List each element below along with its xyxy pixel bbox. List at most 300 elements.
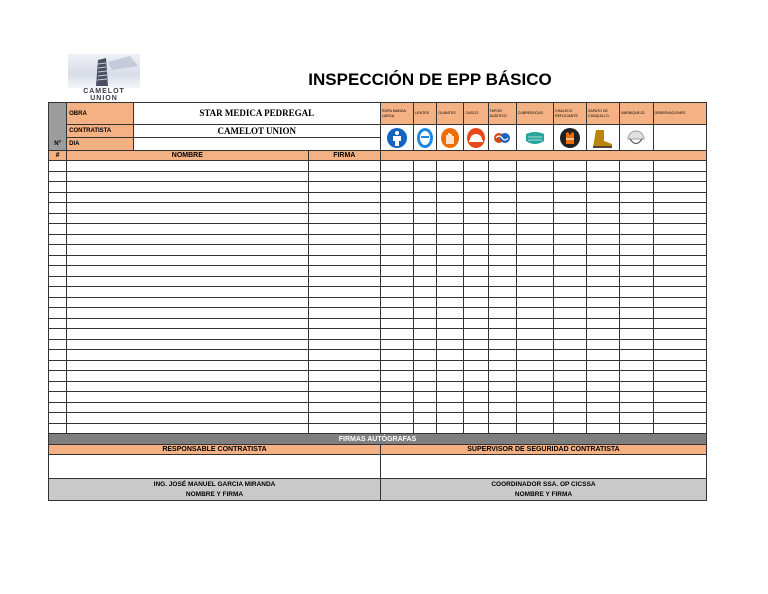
row-ppe-check-cell[interactable] xyxy=(516,192,553,203)
row-ppe-check-cell[interactable] xyxy=(553,297,586,308)
row-ppe-check-cell[interactable] xyxy=(381,360,414,371)
row-name-cell[interactable] xyxy=(67,203,308,214)
row-number-cell[interactable] xyxy=(49,402,67,413)
row-ppe-check-cell[interactable] xyxy=(516,318,553,329)
row-ppe-check-cell[interactable] xyxy=(437,423,464,434)
row-ppe-check-cell[interactable] xyxy=(437,192,464,203)
row-ppe-check-cell[interactable] xyxy=(381,318,414,329)
row-ppe-check-cell[interactable] xyxy=(488,161,516,172)
row-ppe-check-cell[interactable] xyxy=(437,413,464,424)
row-ppe-check-cell[interactable] xyxy=(437,371,464,382)
row-name-cell[interactable] xyxy=(67,371,308,382)
row-ppe-check-cell[interactable] xyxy=(414,203,437,214)
row-ppe-check-cell[interactable] xyxy=(437,339,464,350)
row-ppe-check-cell[interactable] xyxy=(464,360,488,371)
row-number-cell[interactable] xyxy=(49,392,67,403)
row-ppe-check-cell[interactable] xyxy=(516,287,553,298)
row-ppe-check-cell[interactable] xyxy=(516,276,553,287)
row-ppe-check-cell[interactable] xyxy=(488,392,516,403)
row-ppe-check-cell[interactable] xyxy=(488,329,516,340)
row-ppe-check-cell[interactable] xyxy=(620,392,653,403)
row-ppe-check-cell[interactable] xyxy=(488,171,516,182)
row-ppe-check-cell[interactable] xyxy=(620,318,653,329)
row-number-cell[interactable] xyxy=(49,297,67,308)
row-number-cell[interactable] xyxy=(49,287,67,298)
row-ppe-check-cell[interactable] xyxy=(464,371,488,382)
row-ppe-check-cell[interactable] xyxy=(488,266,516,277)
row-ppe-check-cell[interactable] xyxy=(414,318,437,329)
row-name-cell[interactable] xyxy=(67,423,308,434)
row-ppe-check-cell[interactable] xyxy=(437,171,464,182)
row-ppe-check-cell[interactable] xyxy=(464,161,488,172)
row-signature-cell[interactable] xyxy=(308,234,380,245)
row-ppe-check-cell[interactable] xyxy=(488,308,516,319)
row-number-cell[interactable] xyxy=(49,350,67,361)
row-ppe-check-cell[interactable] xyxy=(464,234,488,245)
row-ppe-check-cell[interactable] xyxy=(381,371,414,382)
row-ppe-check-cell[interactable] xyxy=(381,381,414,392)
row-signature-cell[interactable] xyxy=(308,318,380,329)
row-ppe-check-cell[interactable] xyxy=(437,213,464,224)
row-ppe-check-cell[interactable] xyxy=(553,224,586,235)
row-ppe-check-cell[interactable] xyxy=(381,234,414,245)
row-ppe-check-cell[interactable] xyxy=(587,392,620,403)
row-ppe-check-cell[interactable] xyxy=(620,350,653,361)
row-ppe-check-cell[interactable] xyxy=(620,297,653,308)
row-observations-cell[interactable] xyxy=(653,276,706,287)
row-name-cell[interactable] xyxy=(67,234,308,245)
row-ppe-check-cell[interactable] xyxy=(620,423,653,434)
row-ppe-check-cell[interactable] xyxy=(553,245,586,256)
row-ppe-check-cell[interactable] xyxy=(381,224,414,235)
supervisor-signature-space[interactable] xyxy=(381,455,707,479)
row-ppe-check-cell[interactable] xyxy=(437,287,464,298)
row-ppe-check-cell[interactable] xyxy=(553,255,586,266)
row-signature-cell[interactable] xyxy=(308,276,380,287)
row-ppe-check-cell[interactable] xyxy=(414,245,437,256)
row-name-cell[interactable] xyxy=(67,350,308,361)
row-number-cell[interactable] xyxy=(49,171,67,182)
row-signature-cell[interactable] xyxy=(308,423,380,434)
row-ppe-check-cell[interactable] xyxy=(553,360,586,371)
row-name-cell[interactable] xyxy=(67,318,308,329)
row-observations-cell[interactable] xyxy=(653,171,706,182)
row-ppe-check-cell[interactable] xyxy=(620,266,653,277)
row-ppe-check-cell[interactable] xyxy=(553,381,586,392)
row-ppe-check-cell[interactable] xyxy=(464,318,488,329)
row-observations-cell[interactable] xyxy=(653,360,706,371)
row-ppe-check-cell[interactable] xyxy=(516,171,553,182)
dia-value[interactable] xyxy=(133,138,381,151)
row-ppe-check-cell[interactable] xyxy=(414,224,437,235)
row-number-cell[interactable] xyxy=(49,213,67,224)
row-ppe-check-cell[interactable] xyxy=(464,224,488,235)
row-ppe-check-cell[interactable] xyxy=(464,297,488,308)
row-ppe-check-cell[interactable] xyxy=(381,402,414,413)
row-ppe-check-cell[interactable] xyxy=(488,371,516,382)
row-number-cell[interactable] xyxy=(49,381,67,392)
row-ppe-check-cell[interactable] xyxy=(381,413,414,424)
row-name-cell[interactable] xyxy=(67,297,308,308)
row-ppe-check-cell[interactable] xyxy=(381,423,414,434)
row-number-cell[interactable] xyxy=(49,413,67,424)
row-ppe-check-cell[interactable] xyxy=(437,224,464,235)
row-ppe-check-cell[interactable] xyxy=(620,276,653,287)
row-number-cell[interactable] xyxy=(49,245,67,256)
row-ppe-check-cell[interactable] xyxy=(488,245,516,256)
row-signature-cell[interactable] xyxy=(308,161,380,172)
row-ppe-check-cell[interactable] xyxy=(414,276,437,287)
row-signature-cell[interactable] xyxy=(308,182,380,193)
row-observations-cell[interactable] xyxy=(653,224,706,235)
row-number-cell[interactable] xyxy=(49,224,67,235)
row-name-cell[interactable] xyxy=(67,308,308,319)
row-ppe-check-cell[interactable] xyxy=(553,371,586,382)
row-name-cell[interactable] xyxy=(67,392,308,403)
row-ppe-check-cell[interactable] xyxy=(414,392,437,403)
row-ppe-check-cell[interactable] xyxy=(587,308,620,319)
row-observations-cell[interactable] xyxy=(653,381,706,392)
row-signature-cell[interactable] xyxy=(308,266,380,277)
row-ppe-check-cell[interactable] xyxy=(516,182,553,193)
obra-value[interactable]: STAR MEDICA PEDREGAL xyxy=(133,103,381,125)
row-ppe-check-cell[interactable] xyxy=(587,318,620,329)
row-observations-cell[interactable] xyxy=(653,339,706,350)
row-name-cell[interactable] xyxy=(67,413,308,424)
row-ppe-check-cell[interactable] xyxy=(488,413,516,424)
row-signature-cell[interactable] xyxy=(308,329,380,340)
row-ppe-check-cell[interactable] xyxy=(381,287,414,298)
row-observations-cell[interactable] xyxy=(653,392,706,403)
row-ppe-check-cell[interactable] xyxy=(464,402,488,413)
row-ppe-check-cell[interactable] xyxy=(516,413,553,424)
row-ppe-check-cell[interactable] xyxy=(414,255,437,266)
row-ppe-check-cell[interactable] xyxy=(587,413,620,424)
row-ppe-check-cell[interactable] xyxy=(587,161,620,172)
row-ppe-check-cell[interactable] xyxy=(437,381,464,392)
contratista-value[interactable]: CAMELOT UNION xyxy=(133,125,381,138)
row-name-cell[interactable] xyxy=(67,266,308,277)
row-ppe-check-cell[interactable] xyxy=(587,213,620,224)
row-ppe-check-cell[interactable] xyxy=(553,276,586,287)
row-signature-cell[interactable] xyxy=(308,308,380,319)
row-ppe-check-cell[interactable] xyxy=(414,213,437,224)
row-ppe-check-cell[interactable] xyxy=(516,392,553,403)
row-ppe-check-cell[interactable] xyxy=(414,161,437,172)
row-number-cell[interactable] xyxy=(49,360,67,371)
row-ppe-check-cell[interactable] xyxy=(620,171,653,182)
row-ppe-check-cell[interactable] xyxy=(414,371,437,382)
row-ppe-check-cell[interactable] xyxy=(464,182,488,193)
row-observations-cell[interactable] xyxy=(653,402,706,413)
row-number-cell[interactable] xyxy=(49,266,67,277)
row-ppe-check-cell[interactable] xyxy=(488,234,516,245)
row-ppe-check-cell[interactable] xyxy=(464,276,488,287)
row-observations-cell[interactable] xyxy=(653,423,706,434)
row-ppe-check-cell[interactable] xyxy=(381,392,414,403)
row-ppe-check-cell[interactable] xyxy=(516,266,553,277)
row-ppe-check-cell[interactable] xyxy=(464,350,488,361)
row-ppe-check-cell[interactable] xyxy=(414,287,437,298)
row-observations-cell[interactable] xyxy=(653,161,706,172)
row-ppe-check-cell[interactable] xyxy=(587,276,620,287)
row-ppe-check-cell[interactable] xyxy=(488,360,516,371)
row-ppe-check-cell[interactable] xyxy=(620,287,653,298)
row-signature-cell[interactable] xyxy=(308,213,380,224)
row-ppe-check-cell[interactable] xyxy=(620,203,653,214)
row-number-cell[interactable] xyxy=(49,423,67,434)
row-ppe-check-cell[interactable] xyxy=(553,423,586,434)
row-ppe-check-cell[interactable] xyxy=(381,203,414,214)
row-observations-cell[interactable] xyxy=(653,413,706,424)
row-ppe-check-cell[interactable] xyxy=(437,203,464,214)
row-number-cell[interactable] xyxy=(49,276,67,287)
row-ppe-check-cell[interactable] xyxy=(587,402,620,413)
row-ppe-check-cell[interactable] xyxy=(464,381,488,392)
row-ppe-check-cell[interactable] xyxy=(381,213,414,224)
row-ppe-check-cell[interactable] xyxy=(620,234,653,245)
row-ppe-check-cell[interactable] xyxy=(488,182,516,193)
row-ppe-check-cell[interactable] xyxy=(381,276,414,287)
row-name-cell[interactable] xyxy=(67,276,308,287)
row-signature-cell[interactable] xyxy=(308,360,380,371)
row-ppe-check-cell[interactable] xyxy=(587,171,620,182)
row-ppe-check-cell[interactable] xyxy=(488,287,516,298)
row-ppe-check-cell[interactable] xyxy=(464,213,488,224)
row-ppe-check-cell[interactable] xyxy=(437,329,464,340)
row-ppe-check-cell[interactable] xyxy=(620,413,653,424)
row-ppe-check-cell[interactable] xyxy=(553,213,586,224)
row-ppe-check-cell[interactable] xyxy=(488,276,516,287)
row-ppe-check-cell[interactable] xyxy=(381,161,414,172)
row-observations-cell[interactable] xyxy=(653,266,706,277)
row-ppe-check-cell[interactable] xyxy=(587,192,620,203)
row-signature-cell[interactable] xyxy=(308,192,380,203)
row-signature-cell[interactable] xyxy=(308,203,380,214)
row-ppe-check-cell[interactable] xyxy=(381,192,414,203)
row-ppe-check-cell[interactable] xyxy=(488,402,516,413)
row-ppe-check-cell[interactable] xyxy=(488,224,516,235)
row-ppe-check-cell[interactable] xyxy=(414,339,437,350)
row-ppe-check-cell[interactable] xyxy=(488,192,516,203)
row-ppe-check-cell[interactable] xyxy=(516,203,553,214)
row-name-cell[interactable] xyxy=(67,339,308,350)
row-ppe-check-cell[interactable] xyxy=(488,255,516,266)
row-ppe-check-cell[interactable] xyxy=(516,329,553,340)
row-name-cell[interactable] xyxy=(67,182,308,193)
row-ppe-check-cell[interactable] xyxy=(516,381,553,392)
row-ppe-check-cell[interactable] xyxy=(620,213,653,224)
row-signature-cell[interactable] xyxy=(308,392,380,403)
row-ppe-check-cell[interactable] xyxy=(516,339,553,350)
row-ppe-check-cell[interactable] xyxy=(488,423,516,434)
row-name-cell[interactable] xyxy=(67,255,308,266)
row-ppe-check-cell[interactable] xyxy=(553,339,586,350)
row-ppe-check-cell[interactable] xyxy=(488,339,516,350)
row-ppe-check-cell[interactable] xyxy=(414,423,437,434)
row-ppe-check-cell[interactable] xyxy=(553,350,586,361)
row-ppe-check-cell[interactable] xyxy=(587,182,620,193)
row-ppe-check-cell[interactable] xyxy=(620,245,653,256)
row-signature-cell[interactable] xyxy=(308,413,380,424)
row-ppe-check-cell[interactable] xyxy=(488,350,516,361)
row-name-cell[interactable] xyxy=(67,213,308,224)
row-ppe-check-cell[interactable] xyxy=(620,329,653,340)
row-signature-cell[interactable] xyxy=(308,371,380,382)
row-ppe-check-cell[interactable] xyxy=(437,308,464,319)
row-observations-cell[interactable] xyxy=(653,192,706,203)
row-observations-cell[interactable] xyxy=(653,213,706,224)
row-ppe-check-cell[interactable] xyxy=(587,360,620,371)
row-ppe-check-cell[interactable] xyxy=(381,245,414,256)
row-ppe-check-cell[interactable] xyxy=(553,392,586,403)
row-ppe-check-cell[interactable] xyxy=(587,245,620,256)
row-ppe-check-cell[interactable] xyxy=(414,308,437,319)
row-signature-cell[interactable] xyxy=(308,297,380,308)
row-ppe-check-cell[interactable] xyxy=(516,297,553,308)
row-ppe-check-cell[interactable] xyxy=(464,287,488,298)
row-ppe-check-cell[interactable] xyxy=(553,182,586,193)
row-ppe-check-cell[interactable] xyxy=(414,413,437,424)
row-signature-cell[interactable] xyxy=(308,381,380,392)
row-name-cell[interactable] xyxy=(67,287,308,298)
row-ppe-check-cell[interactable] xyxy=(464,203,488,214)
row-name-cell[interactable] xyxy=(67,161,308,172)
row-ppe-check-cell[interactable] xyxy=(464,266,488,277)
row-ppe-check-cell[interactable] xyxy=(516,402,553,413)
row-ppe-check-cell[interactable] xyxy=(464,308,488,319)
row-ppe-check-cell[interactable] xyxy=(587,423,620,434)
row-signature-cell[interactable] xyxy=(308,287,380,298)
row-ppe-check-cell[interactable] xyxy=(464,339,488,350)
row-ppe-check-cell[interactable] xyxy=(437,318,464,329)
row-ppe-check-cell[interactable] xyxy=(620,224,653,235)
row-ppe-check-cell[interactable] xyxy=(553,161,586,172)
row-ppe-check-cell[interactable] xyxy=(381,339,414,350)
row-ppe-check-cell[interactable] xyxy=(553,266,586,277)
row-number-cell[interactable] xyxy=(49,371,67,382)
row-ppe-check-cell[interactable] xyxy=(488,381,516,392)
row-ppe-check-cell[interactable] xyxy=(587,339,620,350)
row-ppe-check-cell[interactable] xyxy=(464,192,488,203)
row-ppe-check-cell[interactable] xyxy=(587,255,620,266)
row-ppe-check-cell[interactable] xyxy=(437,234,464,245)
row-number-cell[interactable] xyxy=(49,182,67,193)
row-name-cell[interactable] xyxy=(67,402,308,413)
row-observations-cell[interactable] xyxy=(653,245,706,256)
row-name-cell[interactable] xyxy=(67,245,308,256)
row-ppe-check-cell[interactable] xyxy=(516,224,553,235)
row-ppe-check-cell[interactable] xyxy=(488,203,516,214)
row-ppe-check-cell[interactable] xyxy=(620,371,653,382)
row-ppe-check-cell[interactable] xyxy=(437,360,464,371)
row-ppe-check-cell[interactable] xyxy=(587,203,620,214)
row-ppe-check-cell[interactable] xyxy=(620,360,653,371)
row-observations-cell[interactable] xyxy=(653,203,706,214)
row-observations-cell[interactable] xyxy=(653,255,706,266)
row-ppe-check-cell[interactable] xyxy=(414,266,437,277)
row-ppe-check-cell[interactable] xyxy=(587,371,620,382)
row-number-cell[interactable] xyxy=(49,318,67,329)
row-number-cell[interactable] xyxy=(49,234,67,245)
row-ppe-check-cell[interactable] xyxy=(620,339,653,350)
row-ppe-check-cell[interactable] xyxy=(620,161,653,172)
contractor-signature-space[interactable] xyxy=(49,455,381,479)
row-ppe-check-cell[interactable] xyxy=(437,161,464,172)
row-ppe-check-cell[interactable] xyxy=(516,255,553,266)
row-number-cell[interactable] xyxy=(49,255,67,266)
row-ppe-check-cell[interactable] xyxy=(553,329,586,340)
row-ppe-check-cell[interactable] xyxy=(464,423,488,434)
row-signature-cell[interactable] xyxy=(308,255,380,266)
row-number-cell[interactable] xyxy=(49,192,67,203)
row-ppe-check-cell[interactable] xyxy=(437,402,464,413)
row-ppe-check-cell[interactable] xyxy=(553,318,586,329)
row-ppe-check-cell[interactable] xyxy=(381,266,414,277)
row-ppe-check-cell[interactable] xyxy=(381,329,414,340)
row-ppe-check-cell[interactable] xyxy=(516,234,553,245)
row-ppe-check-cell[interactable] xyxy=(437,350,464,361)
row-ppe-check-cell[interactable] xyxy=(437,297,464,308)
row-ppe-check-cell[interactable] xyxy=(414,297,437,308)
row-ppe-check-cell[interactable] xyxy=(587,234,620,245)
row-ppe-check-cell[interactable] xyxy=(516,350,553,361)
row-signature-cell[interactable] xyxy=(308,245,380,256)
row-observations-cell[interactable] xyxy=(653,287,706,298)
row-ppe-check-cell[interactable] xyxy=(620,381,653,392)
row-ppe-check-cell[interactable] xyxy=(587,266,620,277)
row-ppe-check-cell[interactable] xyxy=(381,182,414,193)
row-ppe-check-cell[interactable] xyxy=(381,308,414,319)
row-signature-cell[interactable] xyxy=(308,171,380,182)
row-ppe-check-cell[interactable] xyxy=(414,360,437,371)
row-name-cell[interactable] xyxy=(67,381,308,392)
row-ppe-check-cell[interactable] xyxy=(414,402,437,413)
row-ppe-check-cell[interactable] xyxy=(414,350,437,361)
row-ppe-check-cell[interactable] xyxy=(620,402,653,413)
row-ppe-check-cell[interactable] xyxy=(587,224,620,235)
row-observations-cell[interactable] xyxy=(653,329,706,340)
row-ppe-check-cell[interactable] xyxy=(381,350,414,361)
row-ppe-check-cell[interactable] xyxy=(516,213,553,224)
row-ppe-check-cell[interactable] xyxy=(553,402,586,413)
row-ppe-check-cell[interactable] xyxy=(516,245,553,256)
row-ppe-check-cell[interactable] xyxy=(620,255,653,266)
row-signature-cell[interactable] xyxy=(308,339,380,350)
row-number-cell[interactable] xyxy=(49,339,67,350)
row-ppe-check-cell[interactable] xyxy=(488,213,516,224)
row-ppe-check-cell[interactable] xyxy=(553,308,586,319)
row-observations-cell[interactable] xyxy=(653,308,706,319)
row-ppe-check-cell[interactable] xyxy=(553,287,586,298)
row-ppe-check-cell[interactable] xyxy=(381,171,414,182)
row-number-cell[interactable] xyxy=(49,203,67,214)
row-observations-cell[interactable] xyxy=(653,318,706,329)
row-ppe-check-cell[interactable] xyxy=(516,423,553,434)
row-ppe-check-cell[interactable] xyxy=(587,381,620,392)
row-ppe-check-cell[interactable] xyxy=(437,276,464,287)
row-ppe-check-cell[interactable] xyxy=(553,234,586,245)
row-ppe-check-cell[interactable] xyxy=(437,245,464,256)
row-ppe-check-cell[interactable] xyxy=(587,329,620,340)
row-observations-cell[interactable] xyxy=(653,182,706,193)
row-observations-cell[interactable] xyxy=(653,297,706,308)
row-ppe-check-cell[interactable] xyxy=(516,308,553,319)
row-ppe-check-cell[interactable] xyxy=(553,413,586,424)
row-ppe-check-cell[interactable] xyxy=(437,182,464,193)
row-ppe-check-cell[interactable] xyxy=(414,234,437,245)
row-number-cell[interactable] xyxy=(49,308,67,319)
